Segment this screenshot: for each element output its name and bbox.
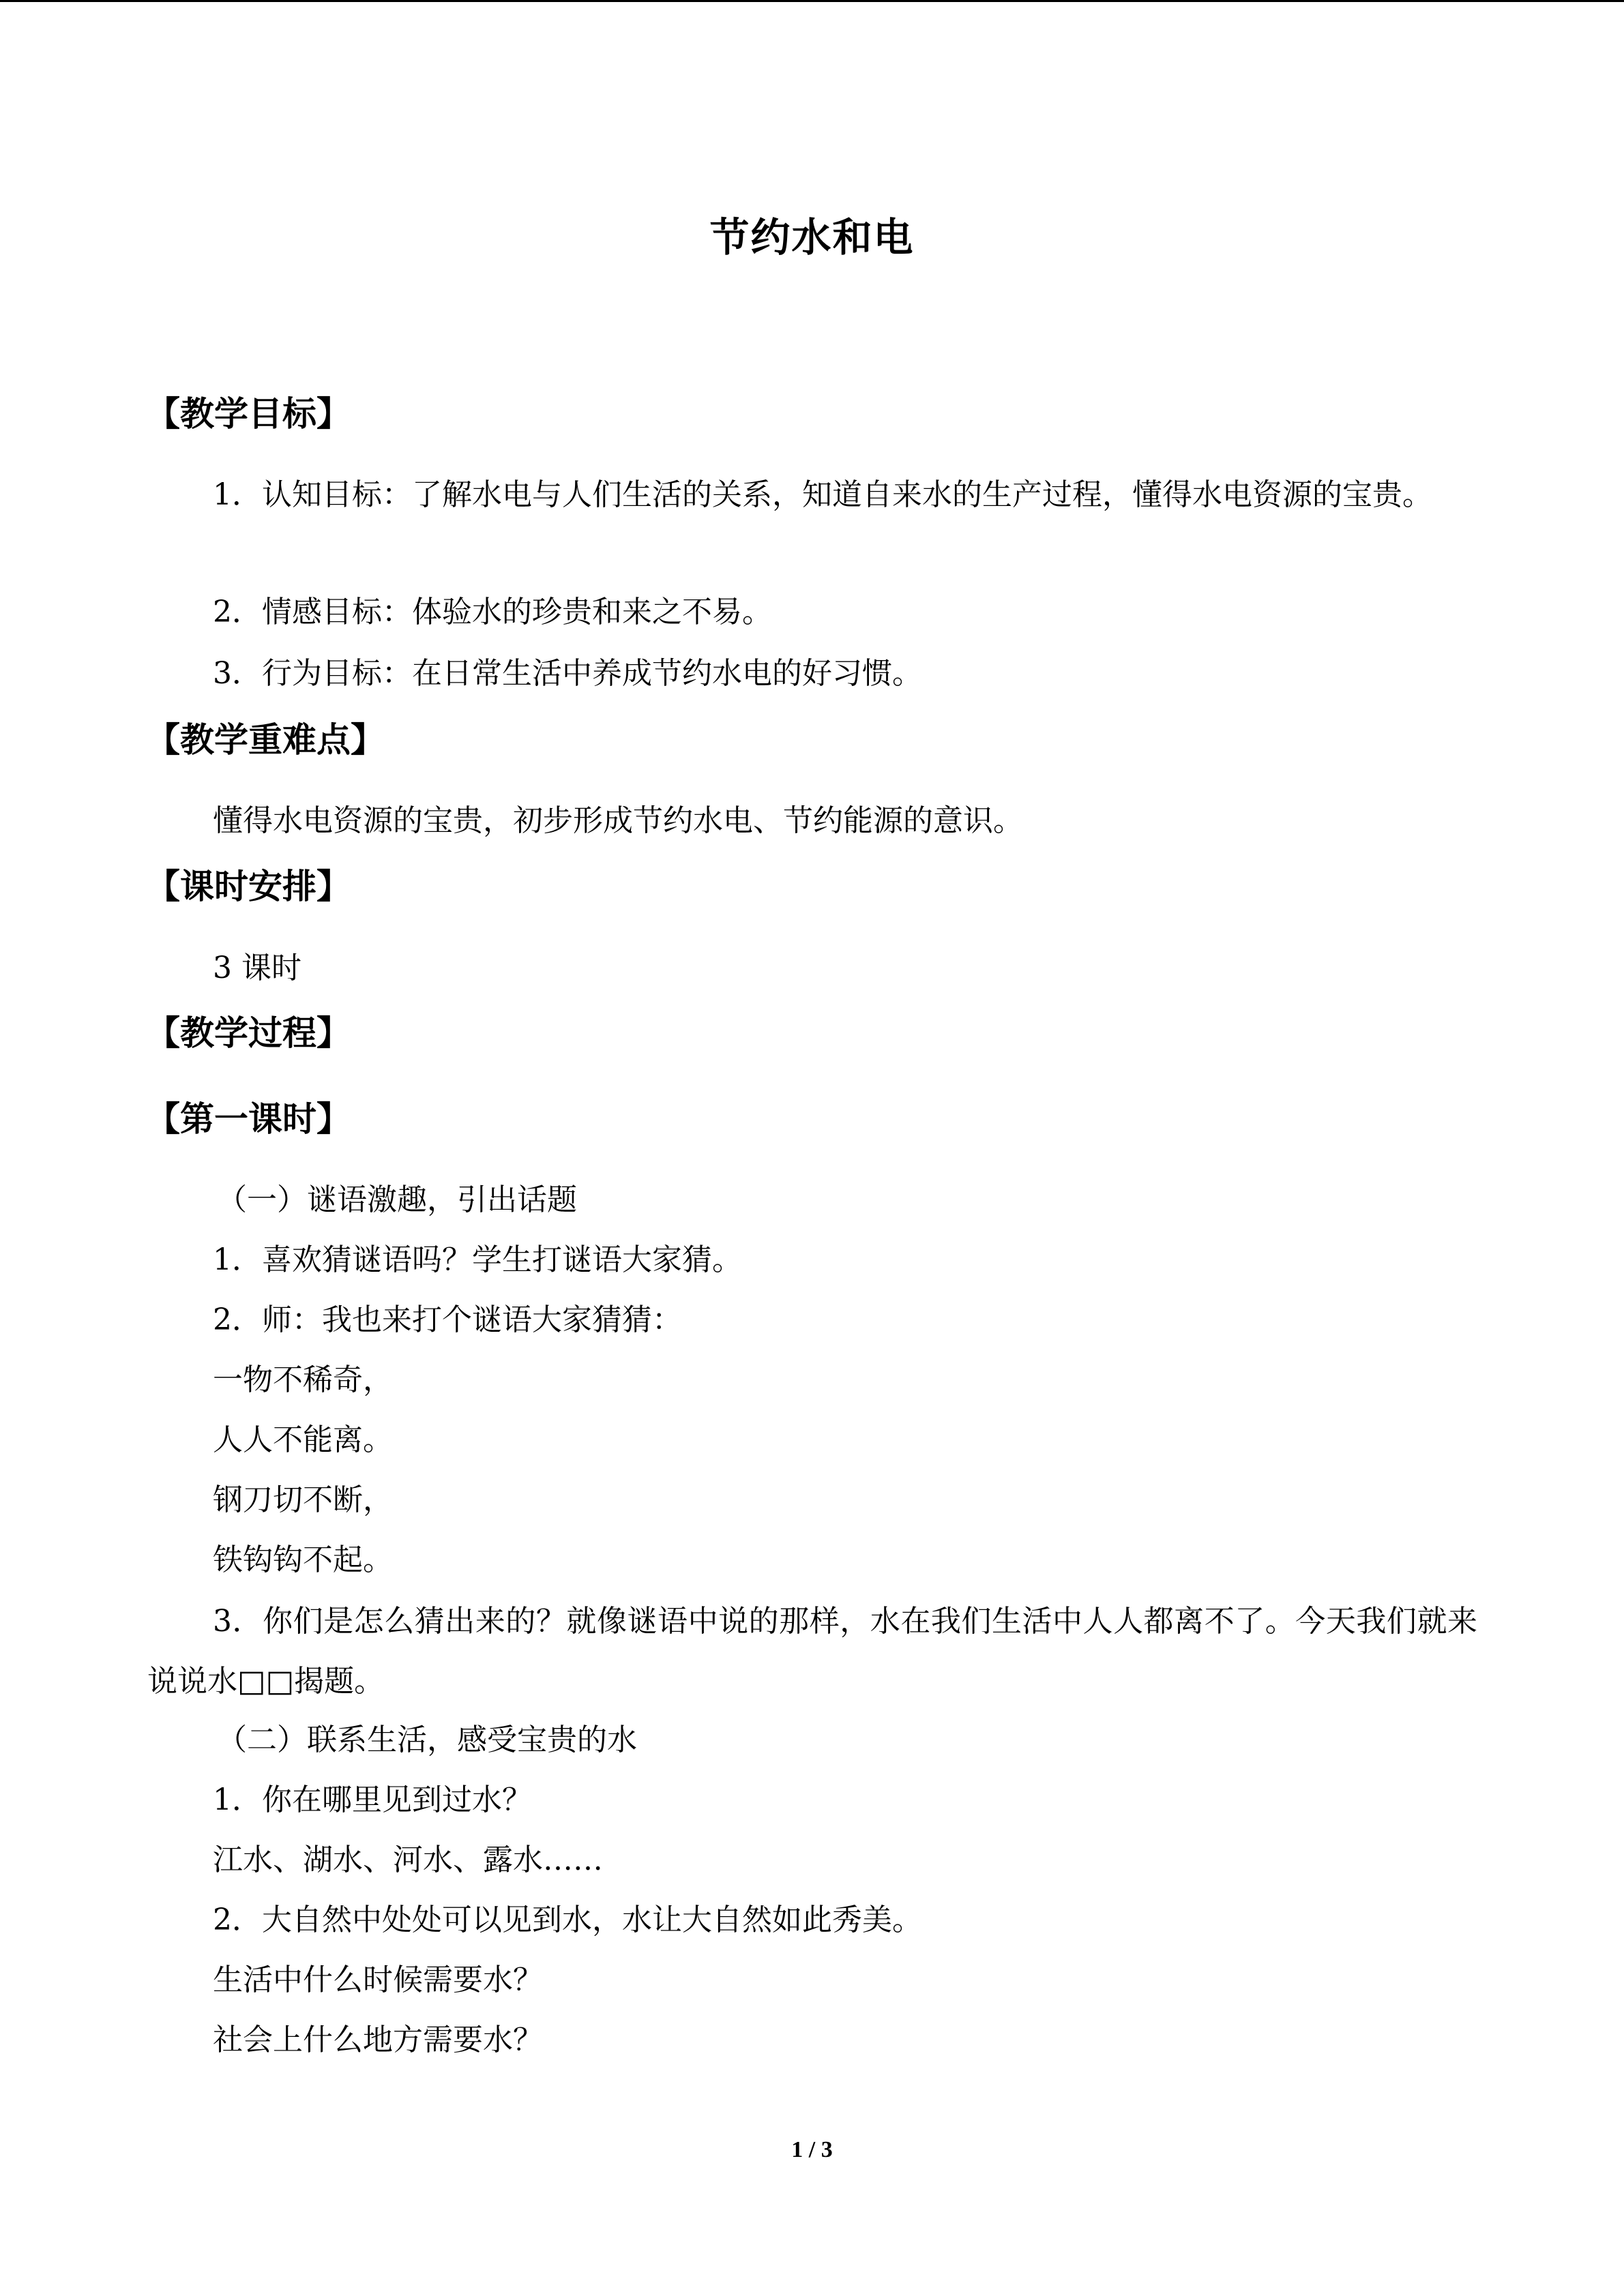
answer-1: 江水、湖水、河水、露水…… bbox=[213, 1843, 603, 1877]
lesson1-step-2: 2．师：我也来打个谜语大家猜猜： bbox=[213, 1302, 682, 1337]
riddle-line-2: 人人不能离。 bbox=[213, 1422, 393, 1457]
schedule-text: 3 课时 bbox=[213, 951, 301, 985]
question-4: 社会上什么地方需要水？ bbox=[213, 2023, 543, 2057]
section-1-title: （一）谜语激趣，引出话题 bbox=[217, 1182, 577, 1217]
heading-lesson-1: 【第一课时】 bbox=[146, 1099, 351, 1139]
key-points-text: 懂得水电资源的宝贵，初步形成节约水电、节约能源的意识。 bbox=[213, 803, 1023, 838]
question-1: 1．你在哪里见到过水？ bbox=[213, 1783, 532, 1817]
riddle-line-4: 铁钩钩不起。 bbox=[213, 1542, 393, 1577]
objective-3: 3．行为目标：在日常生活中养成节约水电的好习惯。 bbox=[213, 656, 922, 691]
lesson1-step-3: 3．你们是怎么猜出来的？就像谜语中说的那样，水在我们生活中人人都离不了。今天我们就来说说水□□揭题。 bbox=[147, 1604, 1477, 1699]
objective-1: 1．认知目标：了解水电与人们生活的关系，知道自来水的生产过程，懂得水电资源的宝贵。 bbox=[213, 477, 1432, 512]
riddle-line-1: 一物不稀奇， bbox=[213, 1362, 393, 1397]
heading-teaching-process: 【教学过程】 bbox=[146, 1013, 351, 1053]
lesson1-step-1: 1．喜欢猜谜语吗？学生打谜语大家猜。 bbox=[213, 1242, 742, 1277]
objective-2: 2．情感目标：体验水的珍贵和来之不易。 bbox=[213, 595, 772, 629]
heading-key-points: 【教学重难点】 bbox=[146, 720, 385, 760]
document-title: 节约水和电 bbox=[709, 214, 915, 260]
question-3: 生活中什么时候需要水？ bbox=[213, 1963, 543, 1997]
riddle-line-3: 钢刀切不断， bbox=[213, 1482, 393, 1517]
question-2: 2．大自然中处处可以见到水，水让大自然如此秀美。 bbox=[213, 1903, 922, 1937]
heading-schedule: 【课时安排】 bbox=[146, 867, 351, 906]
heading-teaching-objectives: 【教学目标】 bbox=[146, 394, 351, 434]
page-number: 1 / 3 bbox=[791, 2137, 833, 2162]
section-2-title: （二）联系生活，感受宝贵的水 bbox=[217, 1723, 637, 1757]
